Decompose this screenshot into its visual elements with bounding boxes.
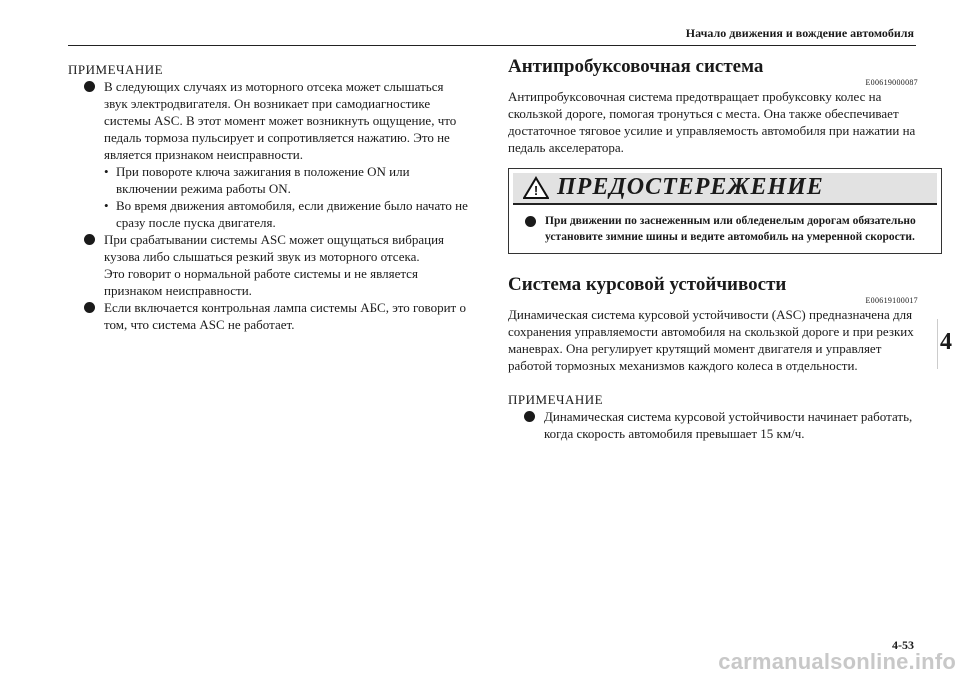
- note-subitem-1: [68, 163, 468, 197]
- section-title-traction-control: Антипробуксовочная система: [508, 56, 764, 77]
- note-bullet: [508, 408, 918, 442]
- note-subitem-2: [68, 197, 468, 231]
- header-rule: [68, 45, 916, 46]
- warning-text: При движении по заснеженным или обледенелым дорогам обязательно установите зимние шины и ведите автомобиль на умеренной скорости.: [545, 215, 916, 243]
- section-text-stability-control: Динамическая система курсовой устойчивости (ASC) предназначена для сохранения управляемости автомобиля на скользкой дороге и при резких маневрах. Она регулирует крутящий момент двигателя и управляет работой тормозных механизмов каждого колеса в отдельности.: [508, 307, 914, 373]
- watermark: carmanualsonline.info: [718, 649, 956, 674]
- note-subitem-2-text: Во время движения автомобиля, если движение было начато не сразу после пуска двигателя.: [116, 198, 468, 230]
- note-title: ПРИМЕЧАНИЕ: [508, 392, 604, 407]
- note-subitem-1-text: При повороте ключа зажигания в положение ON или включении режима работы ON.: [116, 164, 410, 196]
- note-bullet-2-text: При срабатывании системы ASC может ощущаться вибрация кузова либо слышаться резкий звук из моторного отсека.: [104, 232, 445, 264]
- right-column: [508, 56, 918, 442]
- running-header: Начало движения и вождение автомобиля: [685, 26, 914, 40]
- section-code: E00619000087: [865, 78, 918, 87]
- sub-bullet-mark: •: [104, 198, 109, 213]
- chapter-number: 4: [940, 329, 952, 355]
- note-bullet-text: Динамическая система курсовой устойчивости начинает работать, когда скорость автомобиля превышает 15 км/ч.: [544, 409, 913, 441]
- note-bullet-1: [68, 78, 468, 163]
- note-bullet-2-extra: Это говорит о нормальной работе системы и не является признаком неисправности.: [104, 266, 418, 298]
- section-title-stability-control: Система курсовой устойчивости: [508, 274, 787, 295]
- warning-triangle-icon: [523, 176, 549, 205]
- note-bullet-3-text: Если включается контрольная лампа системы АБС, это говорит о том, что система ASC не работает.: [104, 300, 466, 332]
- section-code: E00619100017: [865, 296, 918, 305]
- left-column: [68, 62, 468, 333]
- warning-bullet: [509, 213, 933, 245]
- section-text-traction-control: Антипробуксовочная система предотвращает пробуксовку колес на скользкой дороге, помогая тронуться с места. Она также обеспечивает достаточное тяговое усилие и управляемость автомобиля при нажатии на педаль акселератора.: [508, 89, 916, 155]
- warning-body: [509, 209, 941, 253]
- note-bullet-3: [68, 299, 468, 333]
- sub-bullet-mark: •: [104, 164, 109, 179]
- warning-title: ПРЕДОСТЕРЕЖЕНИЕ: [557, 174, 824, 200]
- note-bullet-2: [68, 231, 468, 299]
- bullet-dot-icon: [84, 234, 95, 245]
- note-title: ПРИМЕЧАНИЕ: [68, 62, 164, 77]
- bullet-dot-icon: [84, 81, 95, 92]
- page-number: 4-53: [892, 638, 914, 652]
- warning-icon-glyph: !: [533, 183, 539, 198]
- note-bullet-1-text: В следующих случаях из моторного отсека может слышаться звук электродвигателя. Он возникает при самодиагностике системы ASC. В этот момент может возникнуть ощущение, что педаль тормоза пульсирует и сопротивляется нажатию. Это не является признаком неисправности.: [104, 79, 457, 162]
- bullet-dot-icon: [84, 302, 95, 313]
- bullet-dot-icon: [524, 411, 535, 422]
- warning-header: [513, 173, 937, 205]
- warning-box: [508, 168, 942, 254]
- bullet-dot-icon: [525, 216, 536, 227]
